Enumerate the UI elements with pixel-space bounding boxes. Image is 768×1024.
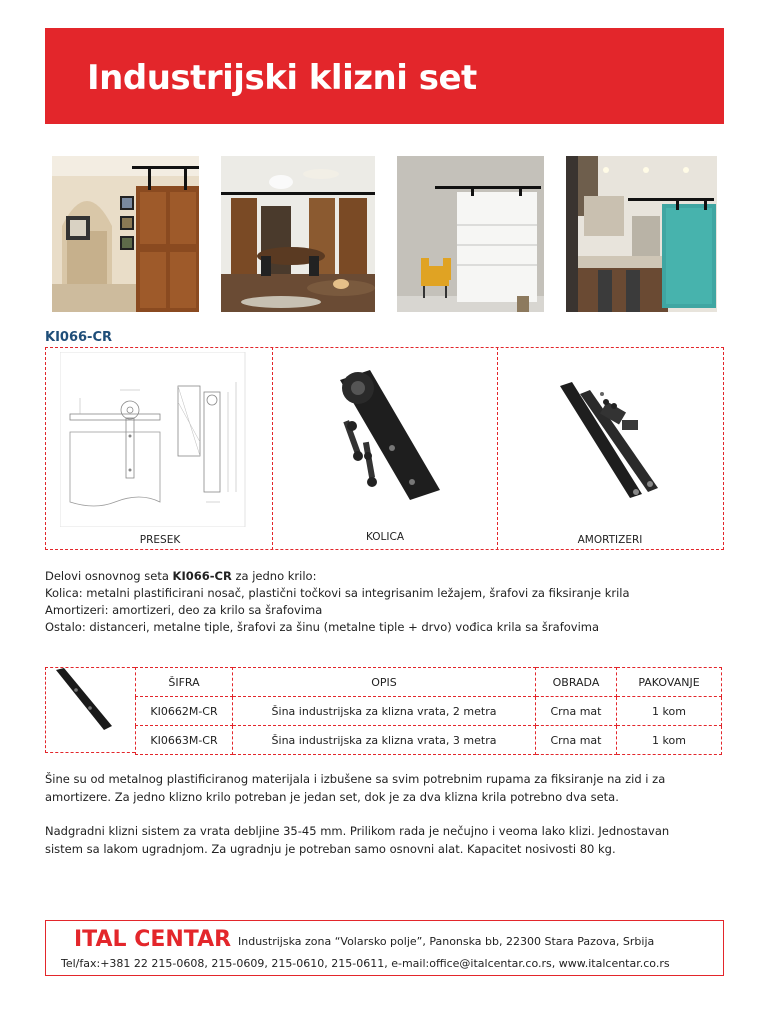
header-pakovanje: PAKOVANJE — [617, 668, 722, 697]
system-paragraph — [45, 822, 725, 858]
table-cell: Crna mat — [536, 726, 617, 755]
table-row — [136, 726, 722, 755]
table-cell: Šina industrijska za klizna vrata, 2 metra — [233, 697, 536, 726]
shock-absorbers-image — [550, 376, 680, 506]
header-sifra: ŠIFRA — [136, 668, 233, 697]
parts-line-1-prefix: Delovi osnovnog seta — [45, 569, 173, 583]
product-table — [135, 667, 722, 755]
hallway-barn-door-photo — [52, 156, 199, 312]
title-banner — [45, 28, 724, 124]
parts-line-1 — [45, 568, 630, 585]
divider — [272, 347, 273, 550]
parts-line-1-suffix: za jedno krilo: — [231, 569, 317, 583]
divider — [497, 347, 498, 550]
parts-line-4: Ostalo: distanceri, metalne tiple, šrafovi za šinu (metalne tiple + drvo) vođica krila sa šrafovima — [45, 620, 600, 634]
system-paragraph-line-1: Nadgradni klizni sistem za vrata debljine 35-45 mm. Prilikom rada je nečujno i veoma lako klizi. Jednostavan — [45, 824, 670, 838]
table-cell: KI0663M-CR — [136, 726, 233, 755]
system-paragraph-line-2: sistem sa lakom ugradnjom. Za ugradnju je potreban samo osnovni alat. Kapacitet nosivosti 80 kg. — [45, 842, 616, 856]
page-title: Industrijski klizni set — [87, 58, 477, 98]
company-contact: Tel/fax:+381 22 215-0608, 215-0609, 215-0610, 215-0611, e-mail:office@italcentar.co.rs, www.italcentar.co.rs — [61, 957, 670, 970]
footer — [45, 920, 724, 976]
parts-line-1-code: KI066-CR — [172, 569, 232, 583]
cell-label-amortizeri: AMORTIZERI — [577, 534, 643, 546]
company-address: Industrijska zona “Volarsko polje”, Panonska bb, 22300 Stara Pazova, Srbija — [238, 935, 655, 948]
rail-image — [46, 668, 134, 752]
table-cell: Šina industrijska za klizna vrata, 3 metra — [233, 726, 536, 755]
rail-image-box — [45, 667, 135, 753]
kitchen-teal-door-photo — [566, 156, 717, 312]
table-cell: KI0662M-CR — [136, 697, 233, 726]
table-row — [136, 697, 722, 726]
parts-line-3: Amortizeri: amortizeri, deo za krilo sa šrafovima — [45, 603, 323, 617]
company-brand: ITAL CENTAR — [74, 927, 232, 952]
header-obrada: OBRADA — [536, 668, 617, 697]
parts-line-2: Kolica: metalni plastificirani nosač, plastični točkovi sa integrisanim ležajem, šrafovi za fiksiranje krila — [45, 586, 630, 600]
trolley-hanger-image — [300, 360, 470, 530]
rails-paragraph-line-2: amortizere. Za jedno klizno krilo potreban je jedan set, dok je za dva klizna krila potrebno dva seta. — [45, 790, 619, 804]
concrete-wall-white-door-photo — [397, 156, 544, 312]
table-cell: 1 kom — [617, 726, 722, 755]
table-cell: Crna mat — [536, 697, 617, 726]
cell-label-presek: PRESEK — [139, 534, 181, 546]
cross-section-drawing — [60, 352, 260, 527]
table-cell: 1 kom — [617, 697, 722, 726]
cell-label-kolica: KOLICA — [365, 531, 405, 543]
rails-paragraph-line-1: Šine su od metalnog plastificiranog materijala i izbušene sa svim potrebnim rupama za fiksiranje na zid i za — [45, 772, 666, 786]
header-opis: OPIS — [233, 668, 536, 697]
table-header-row — [136, 668, 722, 697]
dining-room-barn-doors-photo — [221, 156, 375, 312]
rails-paragraph — [45, 770, 725, 806]
parts-description — [45, 568, 630, 636]
product-code-title: KI066-CR — [45, 330, 112, 345]
